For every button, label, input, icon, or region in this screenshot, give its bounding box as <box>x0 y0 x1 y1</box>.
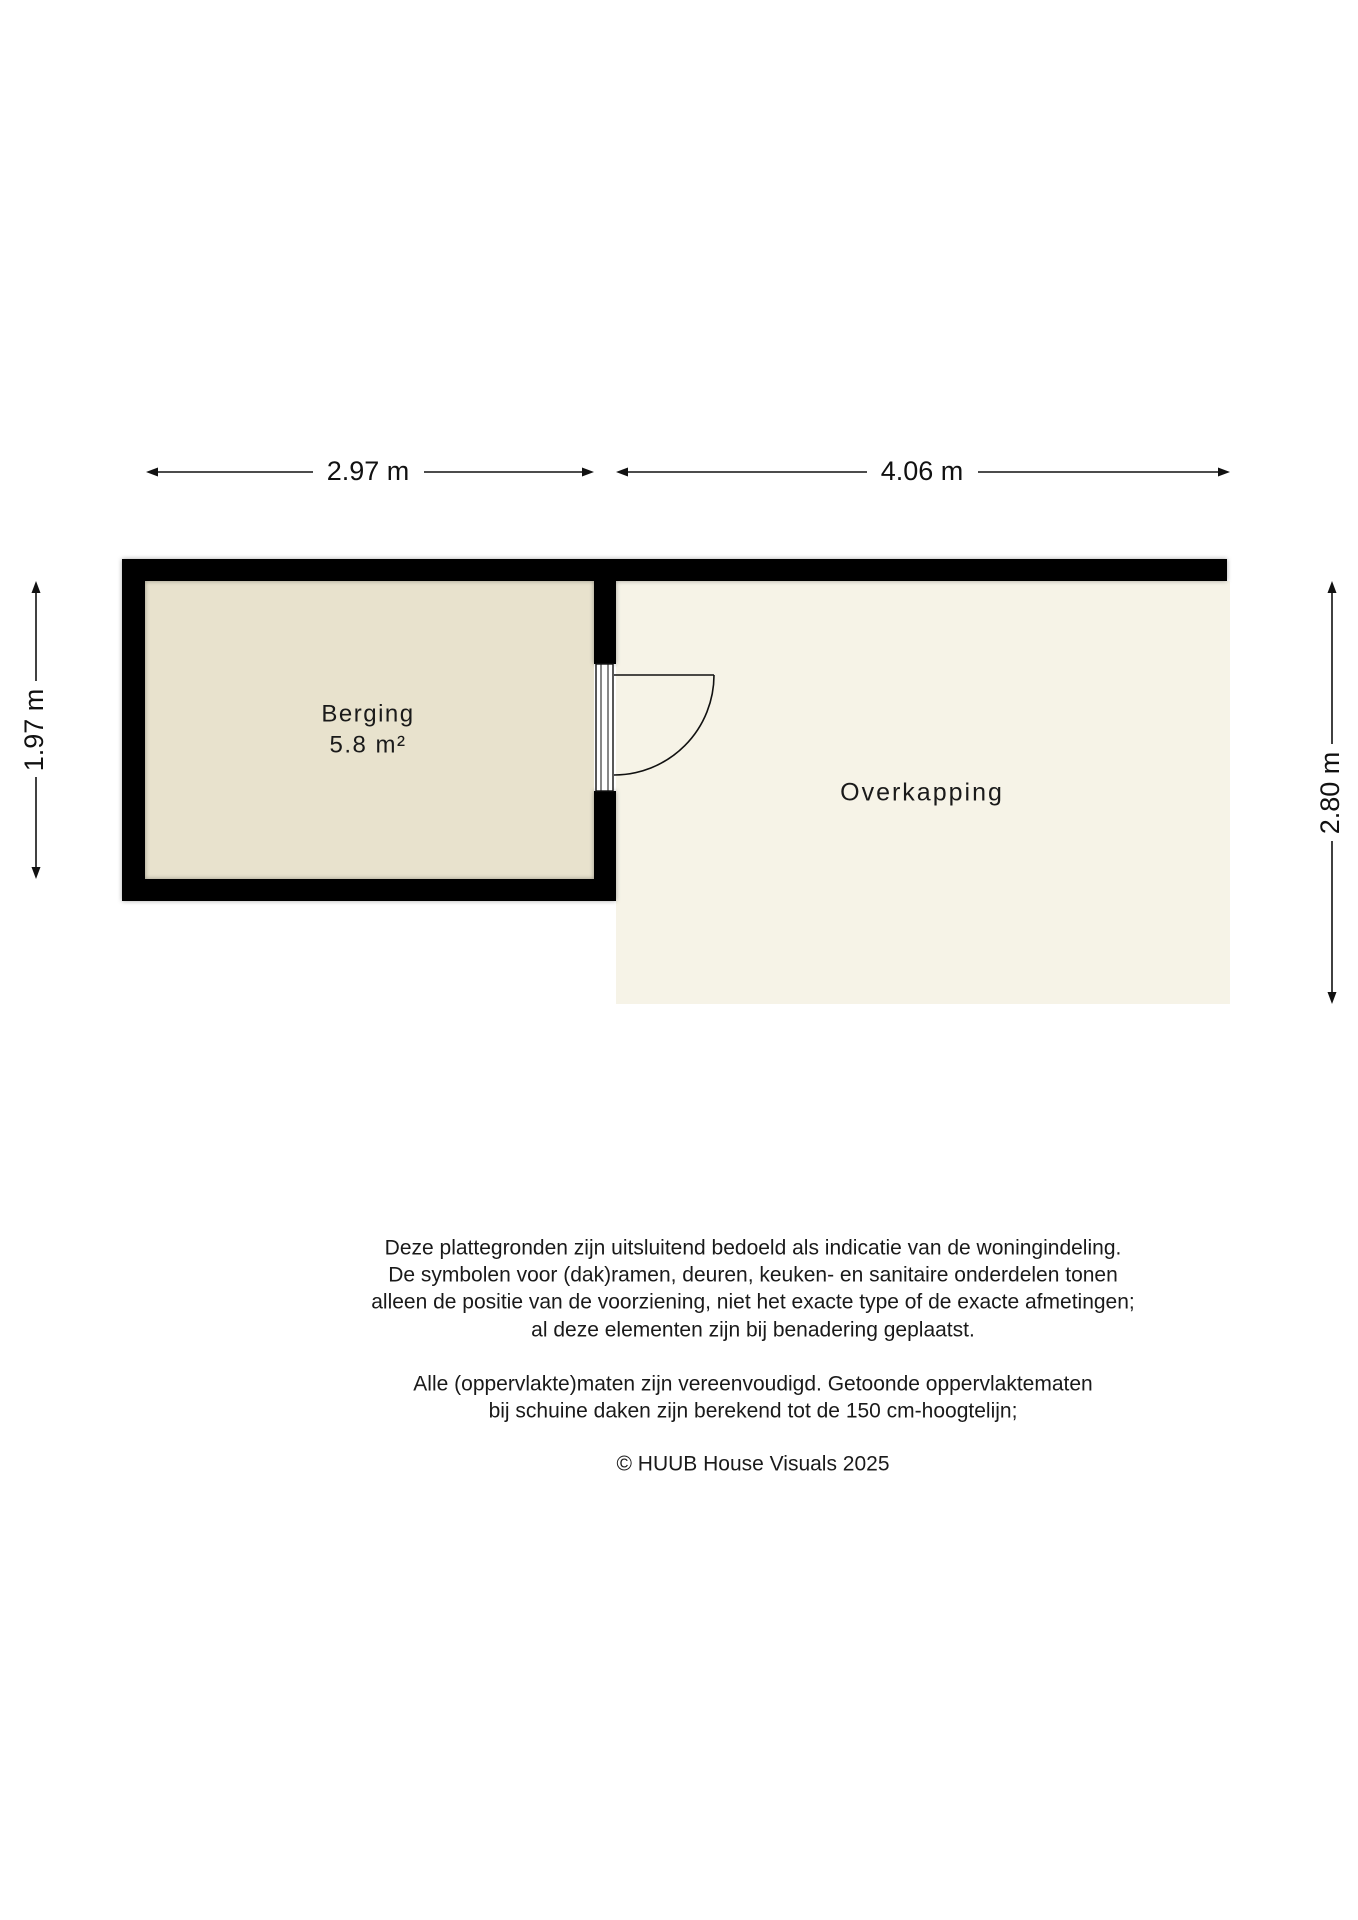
room-area-berging: 5.8 m² <box>329 731 407 759</box>
dimension-label: 4.06 m <box>880 456 964 487</box>
dimension-label: 2.97 m <box>326 456 410 487</box>
berging-right-wall-upper <box>594 581 616 664</box>
disclaimer-note-line: bij schuine daken zijn berekend tot de 150 cm-hoogtelijn; <box>488 1399 1018 1423</box>
copyright-notice: © HUUB House Visuals 2025 <box>616 1452 890 1476</box>
dimension-overkapping-width <box>616 456 1230 486</box>
arrowhead-left <box>616 468 628 477</box>
berging-area <box>145 581 594 879</box>
top-wall <box>122 559 1227 581</box>
dimension-overkapping-depth <box>1315 581 1345 1004</box>
berging-right-wall-lower <box>594 791 616 901</box>
disclaimer-note-line: Alle (oppervlakte)maten zijn vereenvoudigd. Getoonde oppervlaktematen <box>413 1372 1093 1396</box>
disclaimer-line: al deze elementen zijn bij benadering geplaatst. <box>531 1318 975 1342</box>
disclaimer-line: De symbolen voor (dak)ramen, deuren, keuken- en sanitaire onderdelen tonen <box>388 1263 1118 1287</box>
arrowhead-bottom <box>32 867 41 879</box>
berging-bottom-wall <box>122 879 616 901</box>
arrowhead-top <box>1328 581 1337 593</box>
disclaimer-line: Deze plattegronden zijn uitsluitend bedoeld als indicatie van de woningindeling. <box>384 1236 1122 1260</box>
room-name-overkapping: Overkapping <box>840 778 1004 807</box>
disclaimer-line: alleen de positie van de voorziening, niet het exacte type of de exacte afmetingen; <box>371 1290 1135 1314</box>
arrowhead-top <box>32 581 41 593</box>
arrowhead-right <box>582 468 594 477</box>
dimension-berging-width <box>146 456 594 486</box>
dimension-label: 1.97 m <box>19 688 50 772</box>
room-name-berging: Berging <box>321 700 415 728</box>
arrowhead-right <box>1218 468 1230 477</box>
door-frame <box>596 664 613 791</box>
dimension-label: 2.80 m <box>1315 751 1346 835</box>
arrowhead-left <box>146 468 158 477</box>
left-wall <box>122 559 145 901</box>
arrowhead-bottom <box>1328 992 1337 1004</box>
dimension-berging-depth <box>19 581 49 879</box>
disclaimer <box>371 1237 1135 1476</box>
